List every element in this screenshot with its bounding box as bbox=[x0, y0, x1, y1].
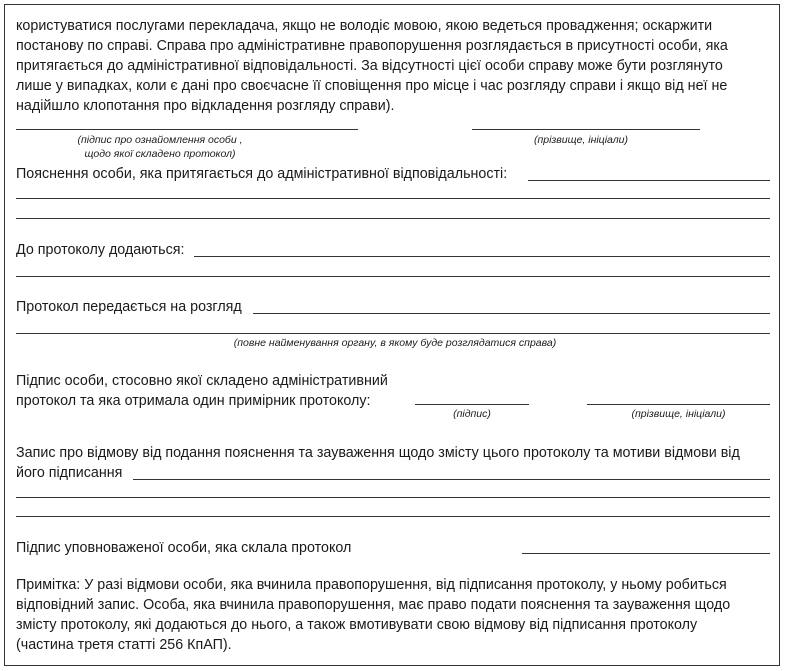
explanation-label: Пояснення особи, яка притягається до адміністративної відповідальності: bbox=[16, 166, 508, 182]
explanation-line-1[interactable] bbox=[528, 180, 770, 181]
acquaintance-name-line[interactable] bbox=[472, 129, 700, 130]
refusal-label-1: Запис про відмову від подання пояснення та зауваження щодо змісту цього протоколу та мотиви відмови від bbox=[16, 445, 740, 461]
refusal-line-2[interactable] bbox=[16, 497, 770, 498]
officer-signature-line[interactable] bbox=[522, 553, 770, 554]
note-line-3: змісту протоколу, які додаються до нього, а також вмотивувати свою відмову від підписання протоколу bbox=[16, 617, 698, 633]
transfer-line-1[interactable] bbox=[253, 313, 770, 314]
note-line-4: (частина третя статті 256 КпАП). bbox=[16, 637, 232, 653]
intro-line-3: притягається до адміністративної відповідальності. За відсутності цієї особи справу може бути розглянуто bbox=[16, 58, 723, 74]
refusal-line-3[interactable] bbox=[16, 516, 770, 517]
acquaintance-name-caption: (прізвище, ініціали) bbox=[533, 134, 629, 146]
intro-line-4: лише у випадках, коли є дані про своєчасне її сповіщення про місце і час розгляду справи і якщо від неї не bbox=[16, 78, 728, 94]
receipt-label-1: Підпис особи, стосовно якої складено адміністративний bbox=[16, 373, 388, 389]
explanation-line-3[interactable] bbox=[16, 218, 770, 219]
receipt-name-line[interactable] bbox=[587, 404, 770, 405]
officer-signature-label: Підпис уповноваженої особи, яка склала протокол bbox=[16, 540, 352, 556]
explanation-line-2[interactable] bbox=[16, 198, 770, 199]
attachments-line-2[interactable] bbox=[16, 276, 770, 277]
acquaintance-signature-line[interactable] bbox=[16, 129, 358, 130]
receipt-signature-line[interactable] bbox=[415, 404, 529, 405]
intro-line-5: надійшло клопотання про відкладення розгляду справи). bbox=[16, 98, 395, 114]
acquaintance-caption-2: щодо якої складено протокол) bbox=[84, 148, 236, 160]
note-line-1: Примітка: У разі відмови особи, яка вчинила правопорушення, від підписання протоколу, у ньому робиться bbox=[16, 577, 727, 593]
receipt-signature-caption: (підпис) bbox=[453, 408, 491, 420]
note-line-2: відповідний запис. Особа, яка вчинила правопорушення, має право подати пояснення та зауваження щодо bbox=[16, 597, 731, 613]
refusal-label-2: його підписання bbox=[16, 465, 123, 481]
refusal-line-1[interactable] bbox=[133, 479, 770, 480]
attachments-line-1[interactable] bbox=[194, 256, 770, 257]
acquaintance-caption-1: (підпис про ознайомлення особи , bbox=[77, 134, 243, 146]
attachments-label: До протоколу додаються: bbox=[16, 242, 185, 258]
receipt-name-caption: (прізвище, ініціали) bbox=[631, 408, 726, 420]
transfer-caption: (повне найменування органу, в якому буде розглядатися справа) bbox=[233, 337, 557, 349]
transfer-line-2[interactable] bbox=[16, 333, 770, 334]
transfer-label: Протокол передається на розгляд bbox=[16, 299, 242, 315]
receipt-label-2: протокол та яка отримала один примірник протоколу: bbox=[16, 393, 371, 409]
intro-line-2: постанову по справі. Справа про адміністративне правопорушення розглядається в присутності особи, яка bbox=[16, 38, 728, 54]
intro-line-1: користуватися послугами перекладача, якщо не володіє мовою, якою ведеться провадження; оскаржити bbox=[16, 18, 713, 34]
